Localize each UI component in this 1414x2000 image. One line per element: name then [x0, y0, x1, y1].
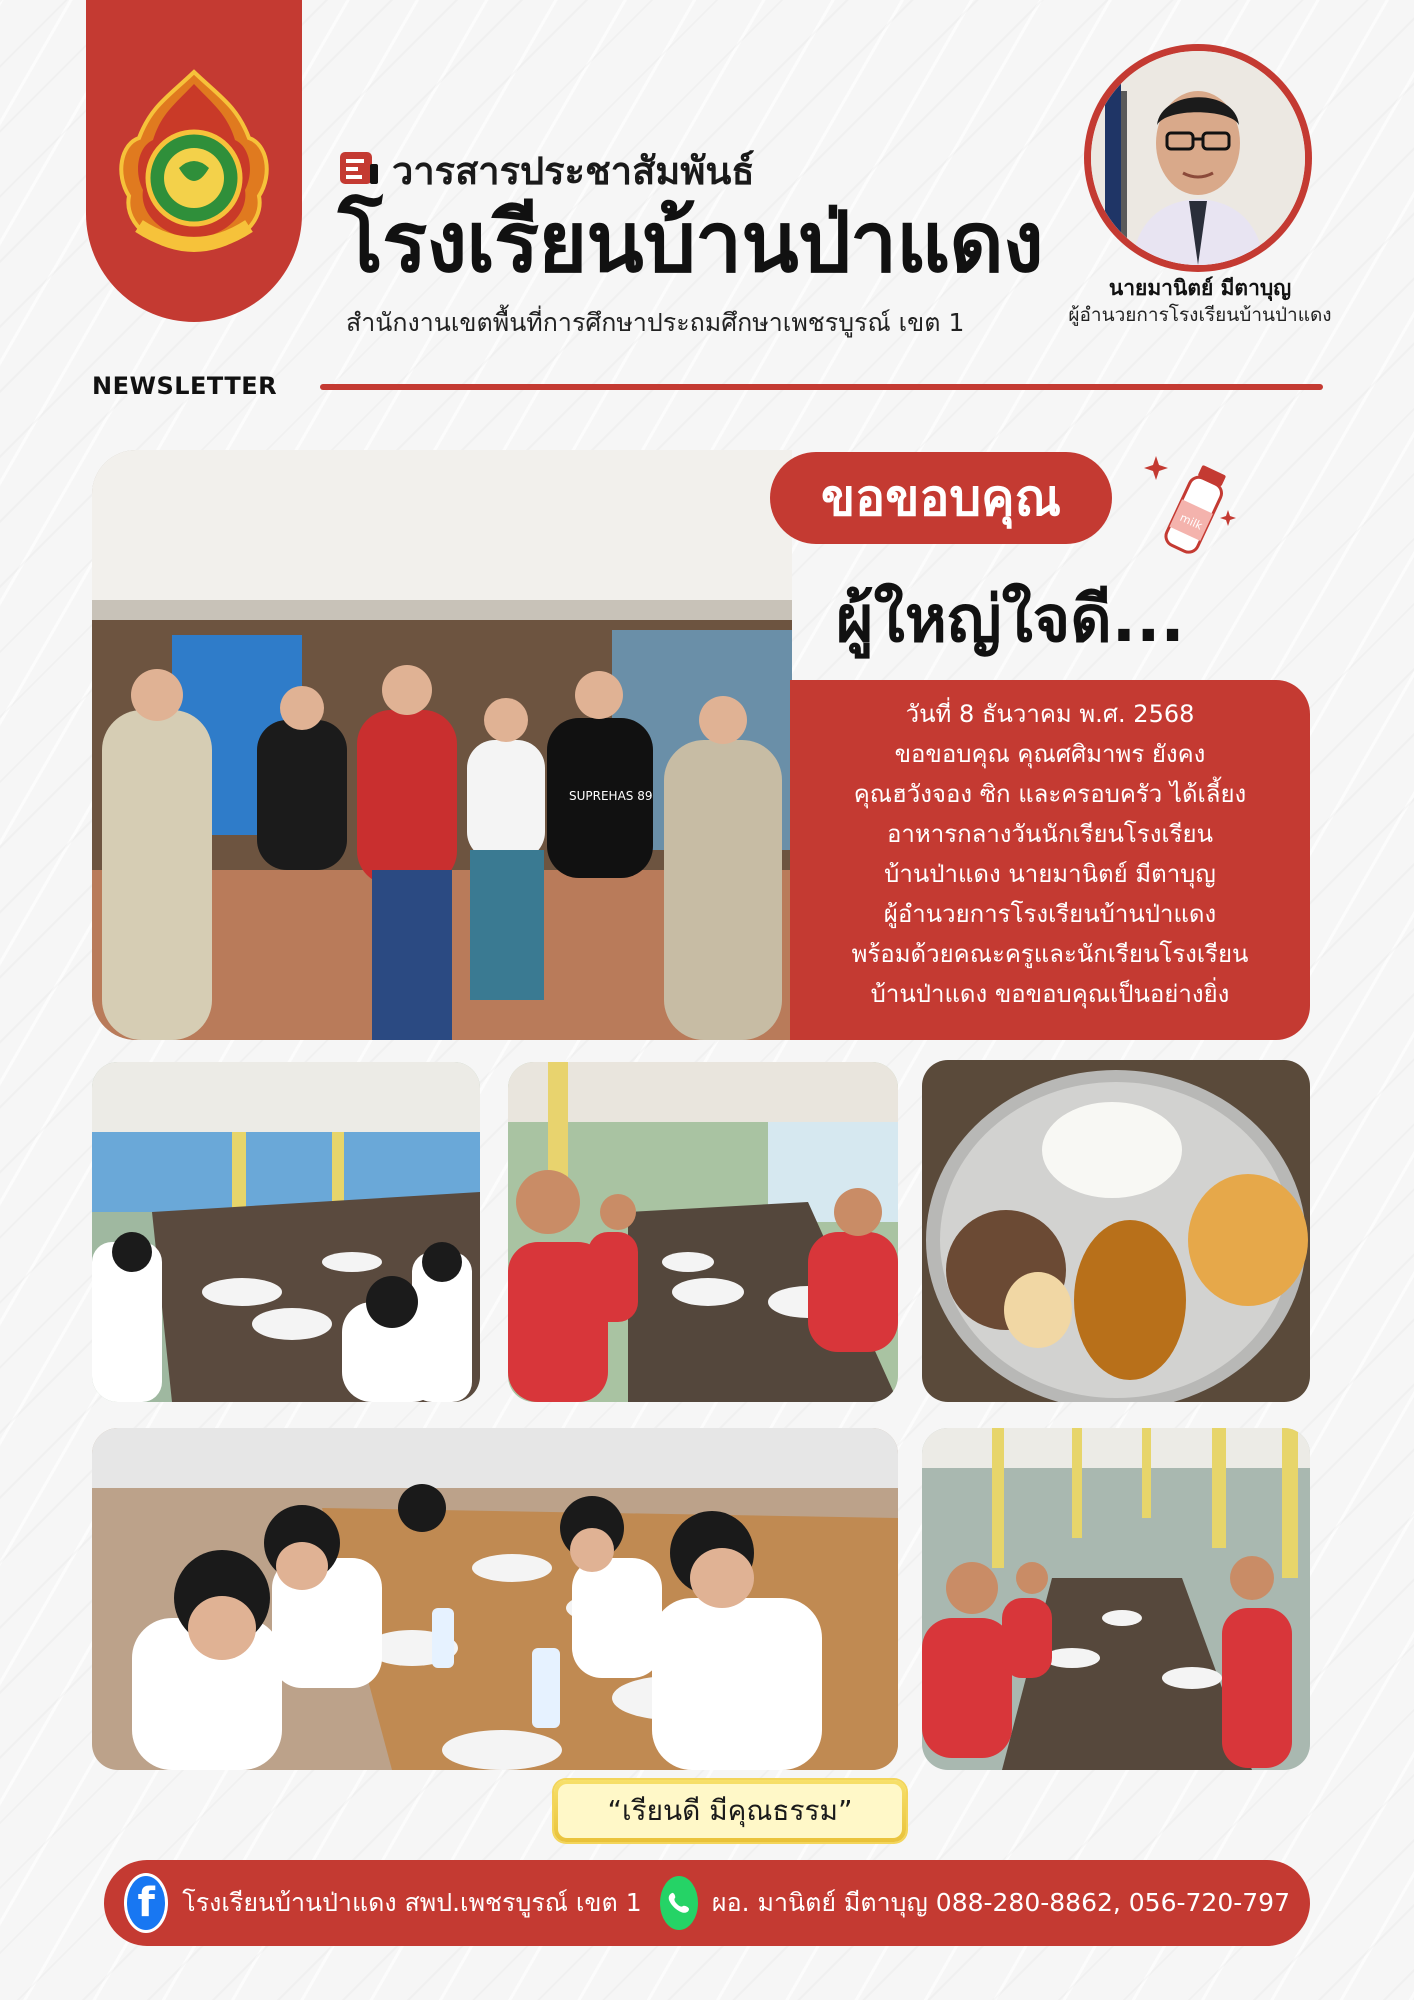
sparkle-icon [1144, 456, 1168, 480]
education-office: สำนักงานเขตพื้นที่การศึกษาประถมศึกษาเพชรบูรณ์ เขต 1 [346, 308, 965, 337]
school-name-title: โรงเรียนบ้านป่าแดง [338, 193, 1043, 291]
school-motto-banner [554, 1780, 906, 1842]
school-seal-logo [109, 66, 279, 256]
director-role: ผู้อำนวยการโรงเรียนบ้านป่าแดง [1068, 304, 1332, 326]
lunch-photo-hall-right [922, 1428, 1310, 1770]
school-motto: “เรียนดี มีคุณธรรม” [558, 1784, 902, 1838]
message-line: พร้อมด้วยคณะครูและนักเรียนโรงเรียน [851, 940, 1249, 968]
message-line: อาหารกลางวันนักเรียนโรงเรียน [887, 820, 1213, 848]
director-photo [1091, 51, 1305, 265]
lunch-photo-children-long [92, 1428, 898, 1770]
message-line: ขอขอบคุณ คุณศศิมาพร ยังคง [894, 740, 1206, 768]
message-line: คุณฮวังจอง ซิก และครอบครัว ได้เลี้ยง [853, 780, 1247, 808]
shirt-text: SUPREHAS 89 [569, 789, 653, 803]
message-line: วันที่ 8 ธันวาคม พ.ศ. 2568 [905, 700, 1195, 728]
milk-bottle-icon [1140, 452, 1244, 562]
message-line: บ้านป่าแดง นายมานิตย์ มีตาบุญ [884, 860, 1216, 888]
whatsapp-phone-icon[interactable] [660, 1876, 698, 1930]
magazine-icon [340, 150, 378, 186]
facebook-icon[interactable]: f [124, 1873, 168, 1933]
thanks-pill: ขอขอบคุณ [770, 452, 1112, 544]
divider-rule [320, 384, 1323, 390]
main-group-photo [92, 450, 792, 1040]
newsletter-label: NEWSLETTER [92, 372, 278, 400]
kind-adults-heading: ผู้ใหญ่ใจดี... [836, 583, 1185, 657]
director-name: นายมานิตย์ มีตาบุญ [1108, 276, 1292, 300]
message-line: บ้านป่าแดง ขอขอบคุณเป็นอย่างยิ่ง [870, 980, 1230, 1008]
svg-text:milk: milk [1177, 510, 1205, 533]
newsletter-subtitle: วารสารประชาสัมพันธ์ [392, 149, 755, 193]
lunch-tray-photo [922, 1060, 1310, 1402]
thanks-message-box [790, 680, 1310, 1040]
facebook-page-name[interactable]: โรงเรียนบ้านป่าแดง สพป.เพชรบูรณ์ เขต 1 [182, 1888, 642, 1917]
director-phone-contact[interactable]: ผอ. มานิตย์ มีตาบุญ 088-280-8862, 056-720-797 [711, 1888, 1290, 1917]
lunch-photo-girls-red [508, 1062, 898, 1402]
message-line: ผู้อำนวยการโรงเรียนบ้านป่าแดง [883, 900, 1217, 928]
director-portrait-frame [1084, 44, 1312, 272]
footer-contact-bar [104, 1860, 1310, 1946]
logo-banner [86, 0, 302, 322]
lunch-photo-hall-left [92, 1062, 480, 1402]
